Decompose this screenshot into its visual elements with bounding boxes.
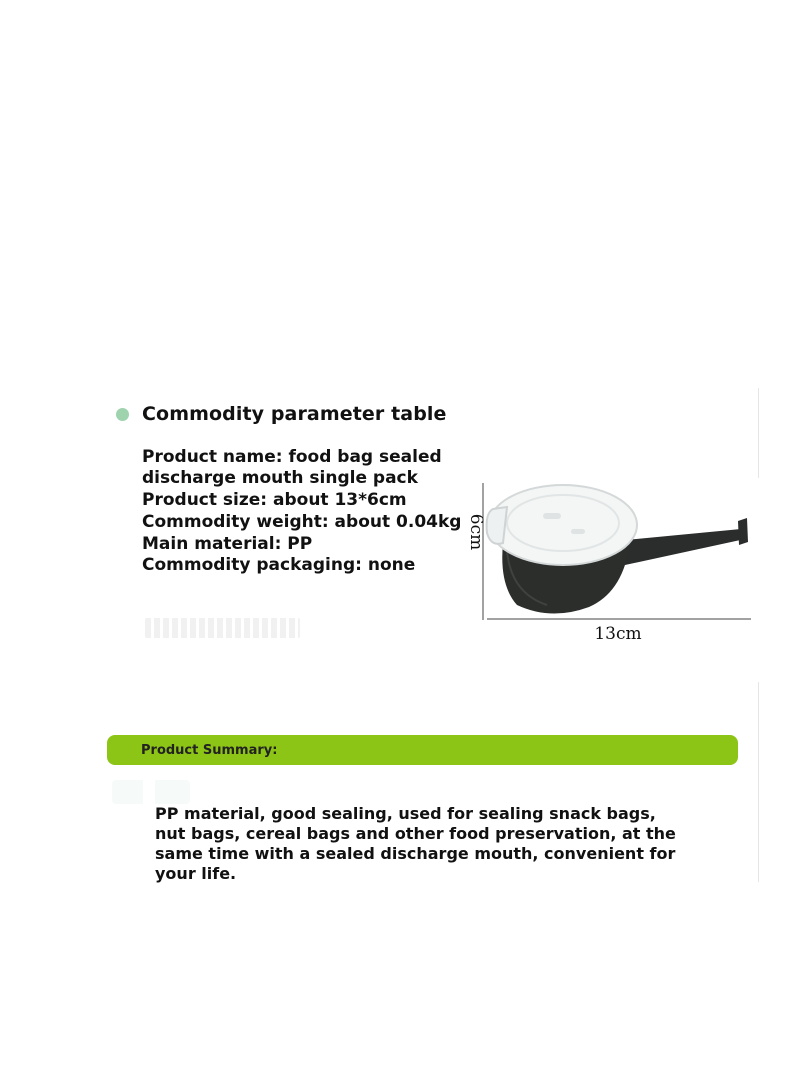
right-divider-line-lower — [758, 682, 759, 882]
section-header — [116, 403, 447, 425]
height-dimension-label: 6cm — [466, 513, 486, 551]
summary-bar — [107, 735, 738, 765]
faint-watermark-logo — [112, 780, 190, 804]
dimension-labels — [455, 455, 765, 655]
param-commodity-packaging: Commodity packaging: none — [142, 555, 416, 575]
parameter-list — [142, 447, 462, 583]
right-divider-line — [758, 388, 759, 478]
summary-label: Product Summary: — [141, 742, 278, 758]
section-title: Commodity parameter table — [142, 403, 447, 425]
faint-watermark-text — [145, 618, 300, 638]
width-dimension-label: 13cm — [594, 624, 642, 644]
summary-text: PP material, good sealing, used for sealing snack bags, nut bags, cereal bags and other food preservation, at the same time with a sealed discharge mouth, convenient for your life. — [155, 804, 676, 883]
param-product-name: Product name: food bag sealed discharge mouth single pack — [142, 447, 442, 488]
product-figure — [455, 455, 765, 655]
bullet-dot-icon — [116, 408, 129, 421]
param-product-size: Product size: about 13*6cm — [142, 490, 407, 510]
param-commodity-weight: Commodity weight: about 0.04kg — [142, 512, 462, 532]
param-main-material: Main material: PP — [142, 534, 313, 554]
